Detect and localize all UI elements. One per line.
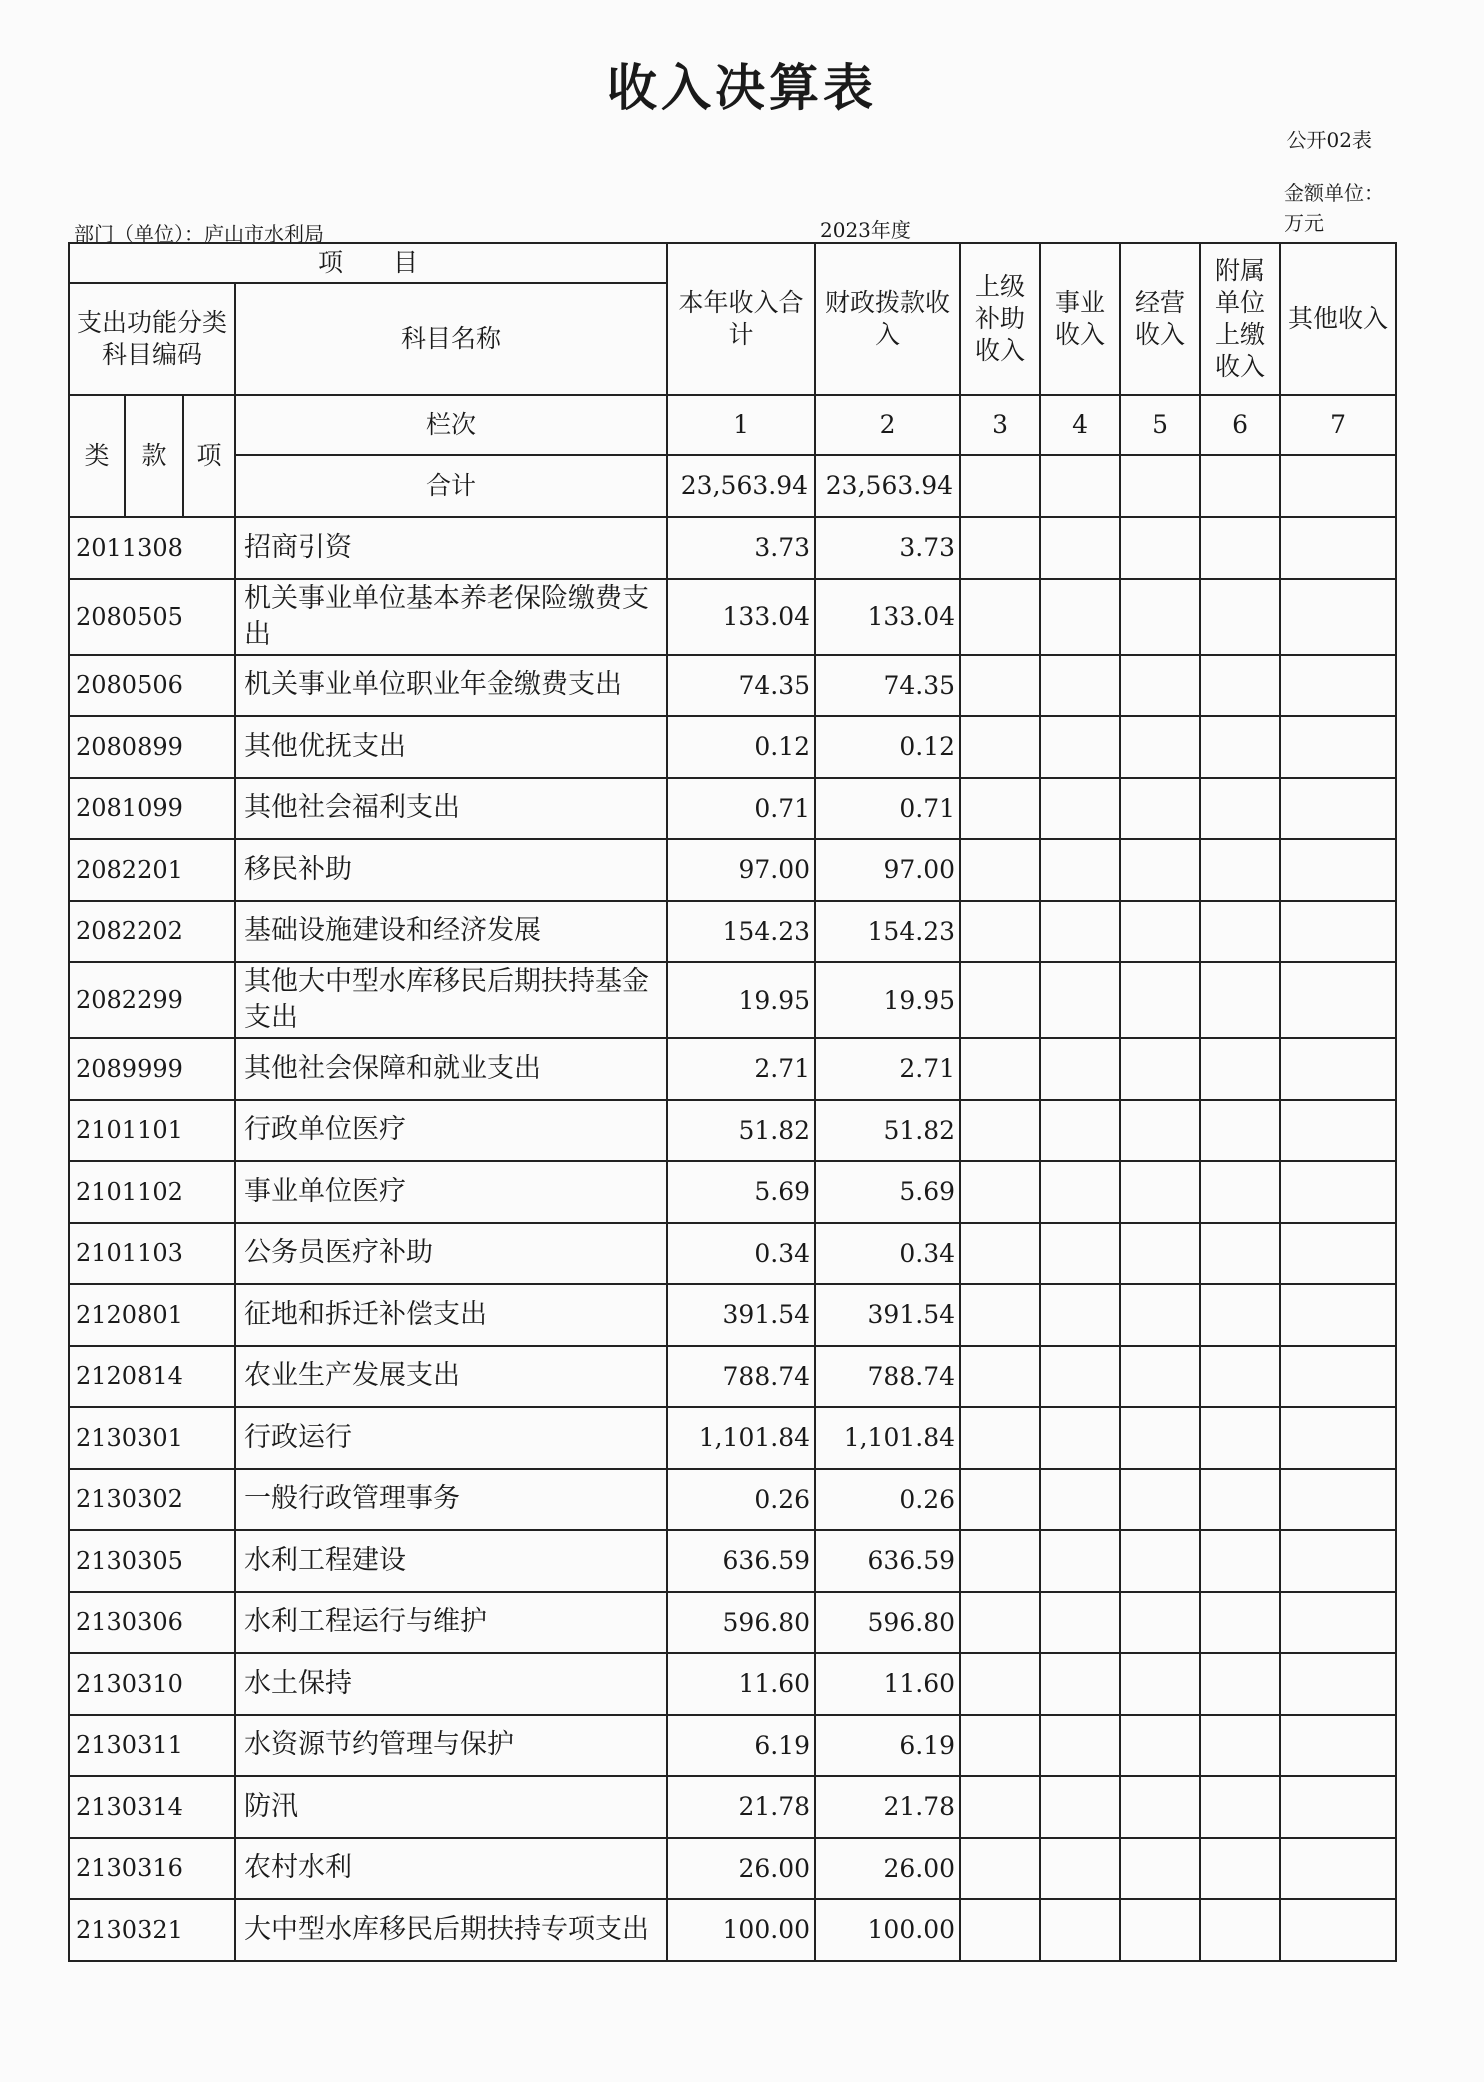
row-empty-cell — [1040, 901, 1120, 963]
income-table — [68, 242, 1397, 1962]
table-row — [69, 1038, 1396, 1100]
row-code: 2011308 — [69, 517, 235, 579]
subject-name-header: 科目名称 — [235, 283, 667, 395]
row-empty-cell — [960, 1899, 1040, 1961]
col-no-5: 5 — [1120, 395, 1200, 455]
row-code: 2080505 — [69, 579, 235, 655]
row-code: 2120814 — [69, 1346, 235, 1408]
row-total-income: 154.23 — [667, 901, 815, 963]
row-empty-cell — [1120, 1715, 1200, 1777]
row-empty-cell — [1120, 1100, 1200, 1162]
row-empty-cell — [1120, 839, 1200, 901]
row-empty-cell — [960, 1715, 1040, 1777]
table-row — [69, 517, 1396, 579]
row-empty-cell — [1200, 1469, 1280, 1531]
row-empty-cell — [1120, 1592, 1200, 1654]
row-fiscal-income: 788.74 — [815, 1346, 960, 1408]
table-row — [69, 1592, 1396, 1654]
table-row — [69, 1838, 1396, 1900]
row-empty-cell — [1040, 962, 1120, 1038]
col-header-1: 本年收入合计 — [667, 243, 815, 395]
row-empty-cell — [1120, 1223, 1200, 1285]
row-empty-cell — [1200, 716, 1280, 778]
row-fiscal-income: 596.80 — [815, 1592, 960, 1654]
row-fiscal-income: 1,101.84 — [815, 1407, 960, 1469]
row-fiscal-income: 74.35 — [815, 655, 960, 717]
row-total-income: 788.74 — [667, 1346, 815, 1408]
row-empty-cell — [1280, 655, 1396, 717]
total-value-1: 23,563.94 — [667, 455, 815, 517]
row-empty-cell — [1280, 579, 1396, 655]
row-fiscal-income: 636.59 — [815, 1530, 960, 1592]
row-empty-cell — [1120, 1899, 1200, 1961]
row-empty-cell — [1200, 1161, 1280, 1223]
row-subject-name: 事业单位医疗 — [235, 1161, 667, 1223]
col-no-2: 2 — [815, 395, 960, 455]
row-code: 2130311 — [69, 1715, 235, 1777]
row-code: 2130301 — [69, 1407, 235, 1469]
table-row — [69, 716, 1396, 778]
kuan-header: 款 — [125, 395, 183, 517]
row-empty-cell — [1200, 517, 1280, 579]
row-empty-cell — [1040, 1100, 1120, 1162]
row-fiscal-income: 0.34 — [815, 1223, 960, 1285]
row-code: 2080506 — [69, 655, 235, 717]
row-subject-name: 行政单位医疗 — [235, 1100, 667, 1162]
row-total-income: 11.60 — [667, 1653, 815, 1715]
form-number: 公开02表 — [1286, 128, 1372, 152]
row-subject-name: 机关事业单位基本养老保险缴费支出 — [235, 579, 667, 655]
row-code: 2101101 — [69, 1100, 235, 1162]
table-row — [69, 1469, 1396, 1531]
row-empty-cell — [1200, 1284, 1280, 1346]
row-empty-cell — [1040, 1407, 1120, 1469]
row-total-income: 0.12 — [667, 716, 815, 778]
row-code: 2080899 — [69, 716, 235, 778]
row-empty-cell — [1040, 1284, 1120, 1346]
row-empty-cell — [960, 1223, 1040, 1285]
table-row — [69, 1776, 1396, 1838]
row-empty-cell — [1280, 1592, 1396, 1654]
row-empty-cell — [1120, 1469, 1200, 1531]
amount-unit: 金额单位：万元 — [1284, 181, 1384, 235]
row-subject-name: 公务员医疗补助 — [235, 1223, 667, 1285]
row-empty-cell — [960, 1653, 1040, 1715]
row-subject-name: 水利工程建设 — [235, 1530, 667, 1592]
row-fiscal-income: 0.71 — [815, 778, 960, 840]
page-title: 收入决算表 — [607, 59, 877, 117]
row-empty-cell — [960, 839, 1040, 901]
row-code: 2130305 — [69, 1530, 235, 1592]
row-empty-cell — [1120, 1346, 1200, 1408]
row-empty-cell — [960, 655, 1040, 717]
row-empty-cell — [1120, 1038, 1200, 1100]
row-subject-name: 基础设施建设和经济发展 — [235, 901, 667, 963]
row-empty-cell — [1040, 1223, 1120, 1285]
fiscal-year: 2023年度 — [820, 218, 911, 242]
row-code: 2130302 — [69, 1469, 235, 1531]
row-empty-cell — [1120, 1407, 1200, 1469]
row-empty-cell — [1200, 839, 1280, 901]
row-empty-cell — [1200, 901, 1280, 963]
row-total-income: 26.00 — [667, 1838, 815, 1900]
row-empty-cell — [1120, 517, 1200, 579]
row-fiscal-income: 97.00 — [815, 839, 960, 901]
table-row — [69, 1899, 1396, 1961]
row-empty-cell — [1280, 517, 1396, 579]
row-empty-cell — [1200, 1715, 1280, 1777]
lei-header: 类 — [69, 395, 125, 517]
row-fiscal-income: 26.00 — [815, 1838, 960, 1900]
table-body — [69, 517, 1396, 1961]
row-empty-cell — [960, 962, 1040, 1038]
row-fiscal-income: 154.23 — [815, 901, 960, 963]
row-subject-name: 农村水利 — [235, 1838, 667, 1900]
table-row — [69, 655, 1396, 717]
row-total-income: 19.95 — [667, 962, 815, 1038]
row-total-income: 21.78 — [667, 1776, 815, 1838]
project-header: 项 目 — [69, 243, 667, 283]
row-subject-name: 招商引资 — [235, 517, 667, 579]
row-empty-cell — [1280, 1407, 1396, 1469]
col-header-4: 事业收入 — [1040, 243, 1120, 395]
row-empty-cell — [1040, 778, 1120, 840]
table-row — [69, 1223, 1396, 1285]
row-empty-cell — [1280, 1469, 1396, 1531]
row-total-income: 391.54 — [667, 1284, 815, 1346]
row-empty-cell — [1280, 1530, 1396, 1592]
row-empty-cell — [960, 1346, 1040, 1408]
row-empty-cell — [1280, 1776, 1396, 1838]
row-total-income: 6.19 — [667, 1715, 815, 1777]
row-empty-cell — [1120, 901, 1200, 963]
row-empty-cell — [1280, 716, 1396, 778]
department-label: 部门（单位）：庐山市水利局 — [74, 222, 324, 246]
row-subject-name: 其他社会福利支出 — [235, 778, 667, 840]
row-subject-name: 其他大中型水库移民后期扶持基金支出 — [235, 962, 667, 1038]
col-no-4: 4 — [1040, 395, 1120, 455]
row-empty-cell — [960, 716, 1040, 778]
row-total-income: 636.59 — [667, 1530, 815, 1592]
row-empty-cell — [1040, 517, 1120, 579]
row-empty-cell — [1120, 716, 1200, 778]
row-total-income: 5.69 — [667, 1161, 815, 1223]
row-empty-cell — [1040, 1838, 1120, 1900]
row-empty-cell — [1120, 778, 1200, 840]
row-empty-cell — [1120, 655, 1200, 717]
row-empty-cell — [960, 1100, 1040, 1162]
row-empty-cell — [1040, 1469, 1120, 1531]
row-empty-cell — [1200, 1223, 1280, 1285]
row-subject-name: 其他社会保障和就业支出 — [235, 1038, 667, 1100]
row-empty-cell — [1200, 1776, 1280, 1838]
row-empty-cell — [960, 1530, 1040, 1592]
row-empty-cell — [1280, 778, 1396, 840]
row-code: 2130314 — [69, 1776, 235, 1838]
col-header-7: 其他收入 — [1280, 243, 1396, 395]
row-subject-name: 农业生产发展支出 — [235, 1346, 667, 1408]
row-empty-cell — [1040, 1899, 1120, 1961]
row-subject-name: 其他优抚支出 — [235, 716, 667, 778]
row-total-income: 596.80 — [667, 1592, 815, 1654]
col-no-1: 1 — [667, 395, 815, 455]
row-empty-cell — [960, 1592, 1040, 1654]
row-empty-cell — [1040, 1592, 1120, 1654]
row-fiscal-income: 100.00 — [815, 1899, 960, 1961]
row-empty-cell — [1040, 1776, 1120, 1838]
row-empty-cell — [960, 778, 1040, 840]
row-empty-cell — [960, 901, 1040, 963]
row-empty-cell — [1120, 1161, 1200, 1223]
row-empty-cell — [1280, 1838, 1396, 1900]
col-no-3: 3 — [960, 395, 1040, 455]
row-code: 2101102 — [69, 1161, 235, 1223]
row-empty-cell — [1280, 1653, 1396, 1715]
row-empty-cell — [1040, 579, 1120, 655]
row-total-income: 97.00 — [667, 839, 815, 901]
table-row — [69, 1100, 1396, 1162]
table-row — [69, 579, 1396, 655]
row-total-income: 51.82 — [667, 1100, 815, 1162]
row-empty-cell — [1120, 579, 1200, 655]
row-fiscal-income: 2.71 — [815, 1038, 960, 1100]
row-empty-cell — [1280, 1899, 1396, 1961]
row-empty-cell — [960, 1776, 1040, 1838]
table-row — [69, 962, 1396, 1038]
row-subject-name: 机关事业单位职业年金缴费支出 — [235, 655, 667, 717]
row-code: 2130310 — [69, 1653, 235, 1715]
row-code: 2130306 — [69, 1592, 235, 1654]
row-total-income: 0.26 — [667, 1469, 815, 1531]
row-empty-cell — [960, 1407, 1040, 1469]
row-empty-cell — [1120, 1776, 1200, 1838]
row-code: 2089999 — [69, 1038, 235, 1100]
row-empty-cell — [1200, 1838, 1280, 1900]
row-total-income: 100.00 — [667, 1899, 815, 1961]
row-fiscal-income: 6.19 — [815, 1715, 960, 1777]
total-label: 合计 — [235, 455, 667, 517]
row-empty-cell — [1280, 1346, 1396, 1408]
row-fiscal-income: 3.73 — [815, 517, 960, 579]
row-code: 2101103 — [69, 1223, 235, 1285]
row-code: 2120801 — [69, 1284, 235, 1346]
row-subject-name: 大中型水库移民后期扶持专项支出 — [235, 1899, 667, 1961]
row-empty-cell — [960, 1161, 1040, 1223]
total-value-2: 23,563.94 — [815, 455, 960, 517]
row-empty-cell — [1280, 1100, 1396, 1162]
row-fiscal-income: 11.60 — [815, 1653, 960, 1715]
table-row — [69, 1407, 1396, 1469]
col-header-2: 财政拨款收入 — [815, 243, 960, 395]
row-fiscal-income: 5.69 — [815, 1161, 960, 1223]
row-empty-cell — [1200, 1899, 1280, 1961]
row-empty-cell — [1040, 1038, 1120, 1100]
row-empty-cell — [1280, 1223, 1396, 1285]
row-code: 2130321 — [69, 1899, 235, 1961]
row-subject-name: 一般行政管理事务 — [235, 1469, 667, 1531]
row-empty-cell — [1040, 1161, 1120, 1223]
table-row — [69, 901, 1396, 963]
row-code: 2081099 — [69, 778, 235, 840]
row-subject-name: 征地和拆迁补偿支出 — [235, 1284, 667, 1346]
row-total-income: 1,101.84 — [667, 1407, 815, 1469]
row-empty-cell — [1280, 1715, 1396, 1777]
row-code: 2130316 — [69, 1838, 235, 1900]
table-row — [69, 778, 1396, 840]
row-empty-cell — [1200, 778, 1280, 840]
row-total-income: 0.34 — [667, 1223, 815, 1285]
row-empty-cell — [1200, 1407, 1280, 1469]
row-empty-cell — [1040, 839, 1120, 901]
row-total-income: 0.71 — [667, 778, 815, 840]
table-row — [69, 839, 1396, 901]
table-row — [69, 1346, 1396, 1408]
row-empty-cell — [1200, 1530, 1280, 1592]
row-empty-cell — [1200, 962, 1280, 1038]
func-code-header: 支出功能分类科目编码 — [69, 283, 235, 395]
row-empty-cell — [1040, 1530, 1120, 1592]
row-empty-cell — [1040, 1346, 1120, 1408]
row-code: 2082201 — [69, 839, 235, 901]
row-code: 2082202 — [69, 901, 235, 963]
row-empty-cell — [1280, 962, 1396, 1038]
row-empty-cell — [1040, 716, 1120, 778]
table-row — [69, 1284, 1396, 1346]
row-subject-name: 水利工程运行与维护 — [235, 1592, 667, 1654]
row-empty-cell — [1120, 1284, 1200, 1346]
row-fiscal-income: 21.78 — [815, 1776, 960, 1838]
table-row — [69, 1653, 1396, 1715]
row-empty-cell — [1280, 1038, 1396, 1100]
row-empty-cell — [960, 1284, 1040, 1346]
row-empty-cell — [1120, 1838, 1200, 1900]
row-empty-cell — [1200, 1346, 1280, 1408]
row-empty-cell — [1040, 1653, 1120, 1715]
row-total-income: 2.71 — [667, 1038, 815, 1100]
row-fiscal-income: 133.04 — [815, 579, 960, 655]
table-row — [69, 1161, 1396, 1223]
row-empty-cell — [1040, 1715, 1120, 1777]
row-empty-cell — [960, 1038, 1040, 1100]
row-empty-cell — [1280, 901, 1396, 963]
row-subject-name: 防汛 — [235, 1776, 667, 1838]
row-code: 2082299 — [69, 962, 235, 1038]
row-empty-cell — [960, 517, 1040, 579]
col-header-3: 上级补助收入 — [960, 243, 1040, 395]
row-empty-cell — [1280, 1284, 1396, 1346]
row-empty-cell — [1040, 655, 1120, 717]
row-empty-cell — [1200, 1653, 1280, 1715]
col-no-7: 7 — [1280, 395, 1396, 455]
row-empty-cell — [1200, 1038, 1280, 1100]
row-empty-cell — [1200, 1100, 1280, 1162]
col-no-6: 6 — [1200, 395, 1280, 455]
row-empty-cell — [1120, 962, 1200, 1038]
col-header-6: 附属单位上缴收入 — [1200, 243, 1280, 395]
row-empty-cell — [1280, 839, 1396, 901]
row-fiscal-income: 391.54 — [815, 1284, 960, 1346]
row-empty-cell — [1280, 1161, 1396, 1223]
row-subject-name: 移民补助 — [235, 839, 667, 901]
row-empty-cell — [1200, 579, 1280, 655]
row-subject-name: 水土保持 — [235, 1653, 667, 1715]
row-fiscal-income: 0.26 — [815, 1469, 960, 1531]
col-header-5: 经营收入 — [1120, 243, 1200, 395]
row-empty-cell — [960, 1838, 1040, 1900]
row-subject-name: 水资源节约管理与保护 — [235, 1715, 667, 1777]
row-empty-cell — [1200, 655, 1280, 717]
row-empty-cell — [960, 1469, 1040, 1531]
row-fiscal-income: 0.12 — [815, 716, 960, 778]
row-fiscal-income: 51.82 — [815, 1100, 960, 1162]
table-row — [69, 1715, 1396, 1777]
row-empty-cell — [1120, 1653, 1200, 1715]
xiang-header: 项 — [183, 395, 235, 517]
table-row — [69, 1530, 1396, 1592]
row-empty-cell — [960, 579, 1040, 655]
row-total-income: 133.04 — [667, 579, 815, 655]
row-fiscal-income: 19.95 — [815, 962, 960, 1038]
row-total-income: 74.35 — [667, 655, 815, 717]
row-empty-cell — [1120, 1530, 1200, 1592]
row-empty-cell — [1200, 1592, 1280, 1654]
lanci-label: 栏次 — [235, 395, 667, 455]
row-subject-name: 行政运行 — [235, 1407, 667, 1469]
row-total-income: 3.73 — [667, 517, 815, 579]
